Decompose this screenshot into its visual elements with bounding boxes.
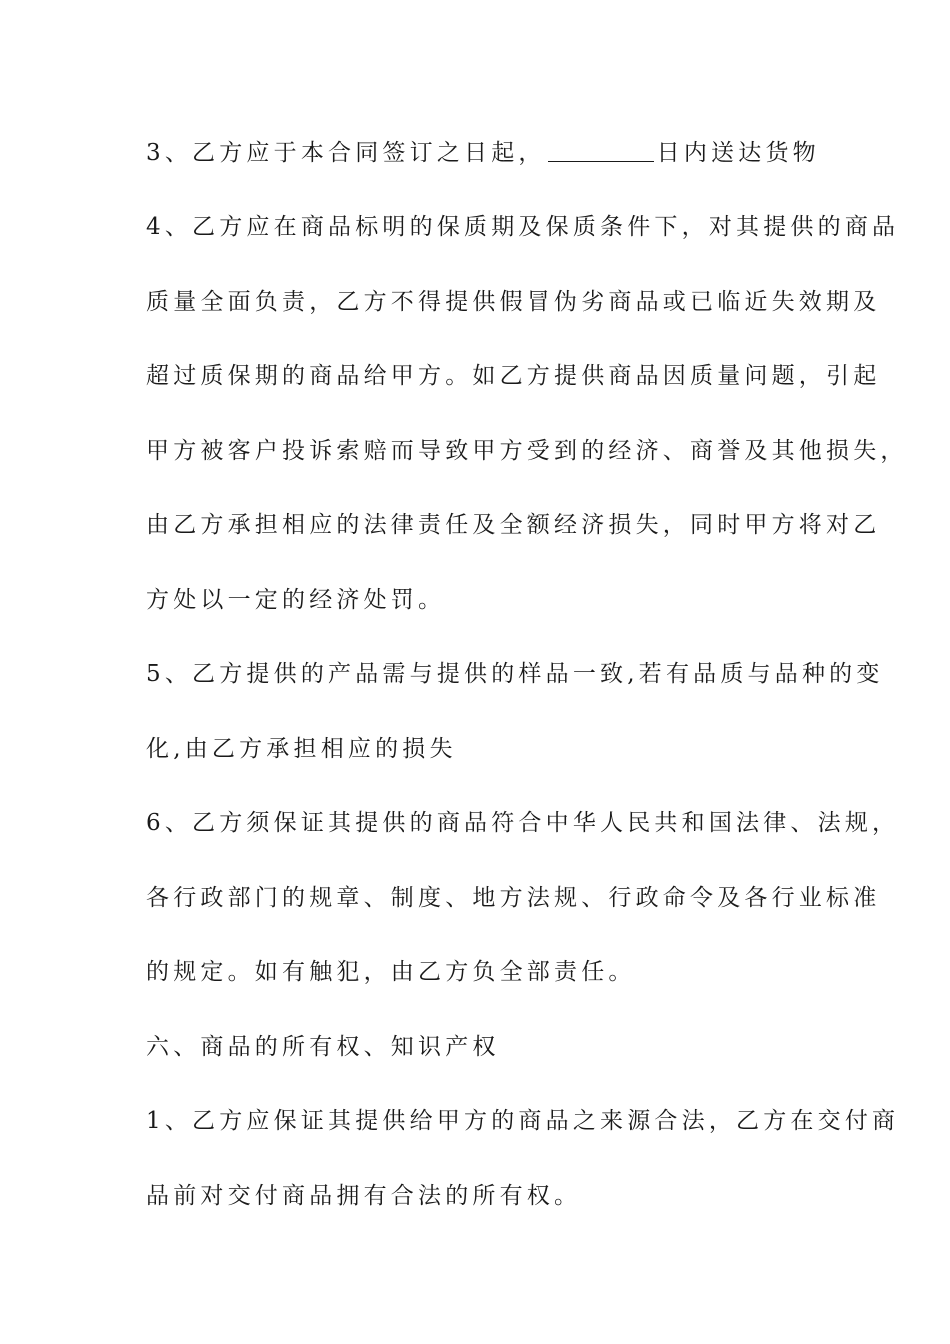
section-heading: 六、商品的所有权、知识产权 <box>146 1034 500 1060</box>
paragraph-line: 质量全面负责，乙方不得提供假冒伪劣商品或已临近失效期及 <box>146 289 881 315</box>
paragraph-line: 甲方被客户投诉索赔而导致甲方受到的经济、商誉及其他损失， <box>146 438 908 464</box>
paragraph-line: 4、乙方应在商品标明的保质期及保质条件下，对其提供的商品 <box>146 214 900 240</box>
paragraph-line: 由乙方承担相应的法律责任及全额经济损失，同时甲方将对乙 <box>146 512 881 538</box>
paragraph-line: 超过质保期的商品给甲方。如乙方提供商品因质量问题，引起 <box>146 363 881 389</box>
delivery-days-blank <box>548 139 654 162</box>
paragraph-line: 5、乙方提供的产品需与提供的样品一致,若有品质与品种的变 <box>146 661 884 687</box>
paragraph-line: 各行政部门的规章、制度、地方法规、行政命令及各行业标准 <box>146 885 881 911</box>
paragraph-line: 6、乙方须保证其提供的商品符合中华人民共和国法律、法规， <box>146 810 900 836</box>
clause-3-text-after: 日内送达货物 <box>656 140 820 166</box>
paragraph-line: 化,由乙方承担相应的损失 <box>146 736 457 762</box>
paragraph-line: 1、乙方应保证其提供给甲方的商品之来源合法，乙方在交付商 <box>146 1108 900 1134</box>
paragraph-line: 品前对交付商品拥有合法的所有权。 <box>146 1183 582 1209</box>
clause-3-text-before: 3、乙方应于本合同签订之日起， <box>146 140 546 166</box>
paragraph-line: 的规定。如有触犯，由乙方负全部责任。 <box>146 959 636 985</box>
paragraph-line: 方处以一定的经济处罚。 <box>146 587 446 613</box>
clause-3-delivery-line <box>146 138 826 168</box>
